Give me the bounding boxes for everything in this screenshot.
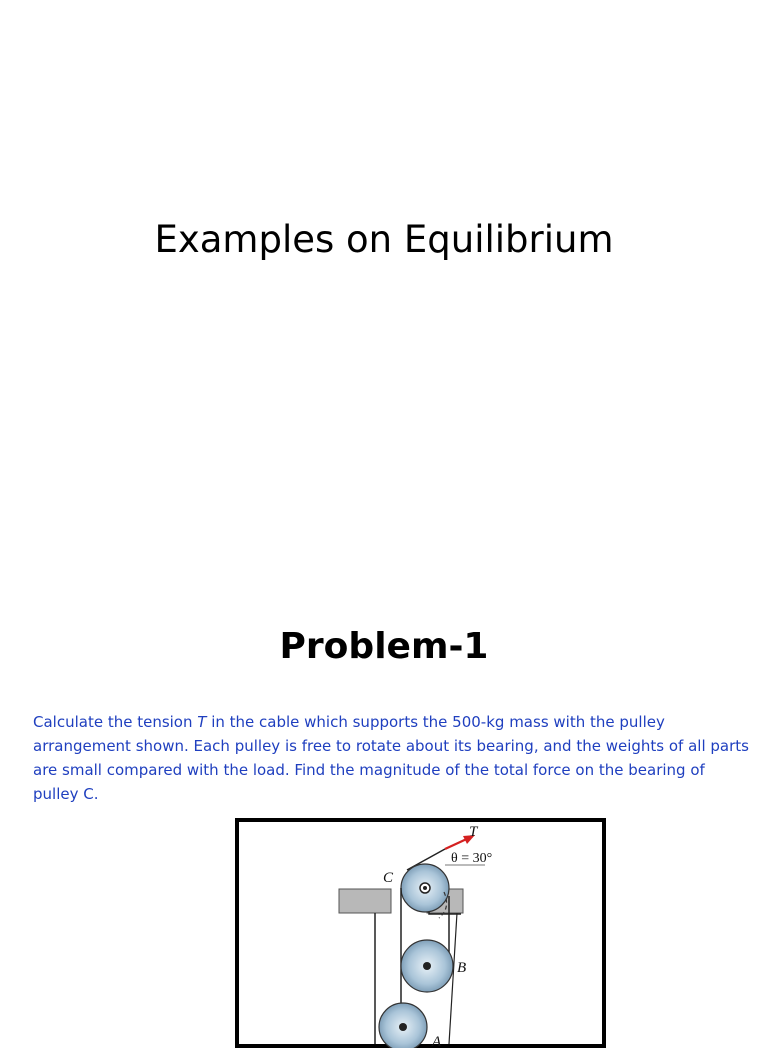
problem-heading: Problem-1 (279, 626, 489, 667)
label-b: B (457, 960, 467, 976)
pulley-a-hub (399, 1023, 407, 1031)
pulley-diagram (239, 822, 602, 1048)
pulley-figure (235, 818, 606, 1048)
left-support-block (339, 889, 391, 913)
problem-text-start: Calculate the tension (33, 713, 198, 731)
label-t: T (469, 824, 478, 840)
tension-variable: T (197, 713, 207, 731)
pulley-b-hub (423, 962, 431, 970)
label-a: A (432, 1034, 442, 1048)
slide-title: Examples on Equilibrium (154, 218, 614, 261)
problem-statement (33, 710, 753, 806)
label-c: C (383, 870, 394, 886)
problem-text-rest: in the cable which supports the 500-kg mass with the pulley arrangement shown. Each pulley is free to rotate about its bearing, and the weights of all parts are small compared with the load. Find the magnitude of the total force on the bearing of pulley C. (33, 713, 749, 803)
label-theta: θ = 30° (451, 851, 493, 866)
